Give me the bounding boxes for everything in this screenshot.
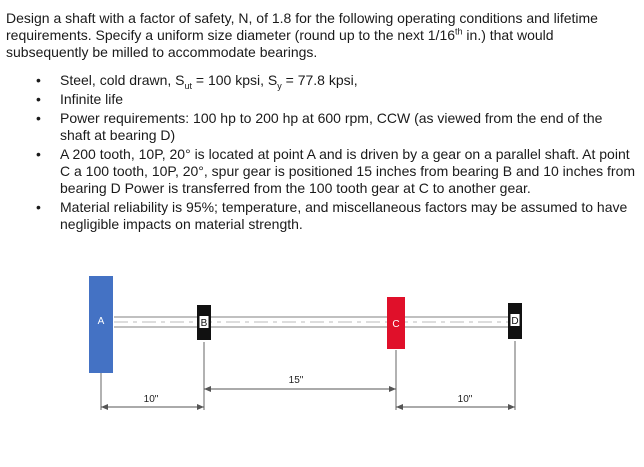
list-item-text: Material reliability is 95%; temperature, and miscellaneous factors may be assumed to have negligible impacts on material strength. xyxy=(60,199,628,232)
intro-text-end: in.) that would subsequently be milled to accommodate bearings. xyxy=(6,27,554,60)
dimension-bc: 15" xyxy=(288,375,304,386)
dimension-arrows xyxy=(101,386,515,410)
subscript-y: y xyxy=(277,80,282,91)
bullet-icon: • xyxy=(36,91,41,107)
extension-lines xyxy=(101,341,515,410)
gear-a-label: A xyxy=(97,316,105,327)
intro-text: Design a shaft with a factor of safety, N, of 1.8 for the following operating conditions and lifetime requirements. Specify a uniform size diameter (round up to the next 1/16 xyxy=(6,10,598,43)
material-text-sy: = 77.8 kpsi, xyxy=(281,72,358,88)
material-text-sut: = 100 kpsi, S xyxy=(192,72,278,88)
list-item-text: Power requirements: 100 hp to 200 hp at 600 rpm, CCW (as viewed from the end of the shaft at bearing D) xyxy=(60,110,603,143)
bullet-icon: • xyxy=(36,199,41,215)
shaft xyxy=(114,317,518,327)
bullet-icon: • xyxy=(36,72,41,88)
list-item-text: Infinite life xyxy=(60,91,124,107)
dimension-ab: 10" xyxy=(143,394,159,405)
dimension-cd: 10" xyxy=(457,394,473,405)
bearing-b-label: B xyxy=(200,318,208,329)
dimension-lines xyxy=(101,389,515,407)
subscript-ut: ut xyxy=(184,80,193,91)
gear-c-label: C xyxy=(392,319,400,330)
intro-superscript: th xyxy=(455,26,463,37)
bearing-d-label: D xyxy=(511,316,519,327)
material-text: Steel, cold drawn, S xyxy=(60,72,185,88)
bullet-icon: • xyxy=(36,146,41,162)
list-item-text: A 200 tooth, 10P, 20° is located at point A and is driven by a gear on a parallel shaft. At point C a 100 tooth, 10P, 20°, spur gear is positioned 15 inches from bearing B and 10 inches from bearing D Power is transferred from the 100 tooth gear at C to another gear. xyxy=(60,146,636,196)
bullet-icon: • xyxy=(36,110,41,126)
